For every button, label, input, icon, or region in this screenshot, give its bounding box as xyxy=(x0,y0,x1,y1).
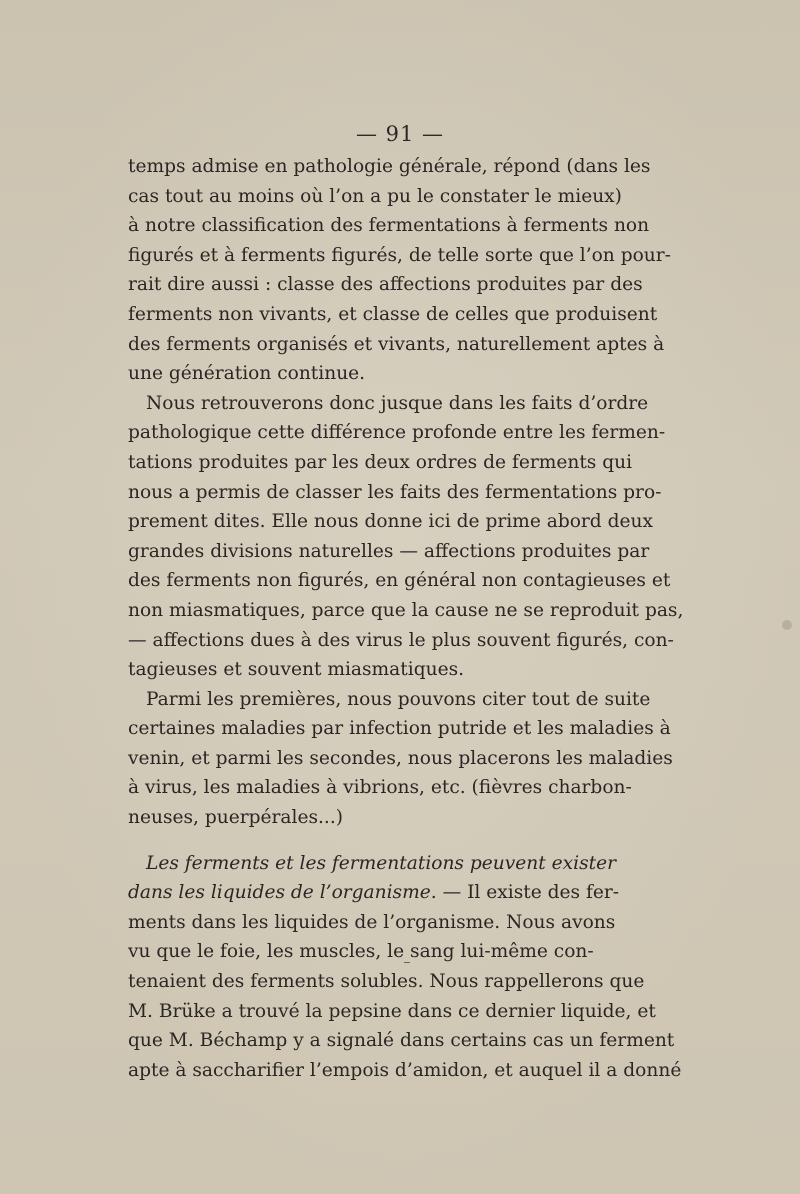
paragraph-1 xyxy=(128,152,671,389)
text-line: prement dites. Elle nous donne ici de prime abord deux xyxy=(128,511,653,533)
text-line: venin, et parmi les secondes, nous placerons les maladies xyxy=(128,747,673,769)
text-line: ments dans les liquides de l’organisme. Nous avons xyxy=(128,911,616,933)
text-line: des ferments organisés et vivants, naturellement aptes à xyxy=(128,333,665,355)
body-text xyxy=(128,152,684,1085)
page-number: — 91 — xyxy=(355,122,445,146)
paper-stain xyxy=(782,620,792,630)
text-line: ferments non vivants, et classe de celles que produisent xyxy=(128,303,658,325)
section-gap xyxy=(128,833,586,849)
text-line: figurés et à ferments figurés, de telle sorte que l’on pour- xyxy=(128,244,671,266)
text-run: — Il existe des fer- xyxy=(436,882,620,904)
text-line: nous a permis de classer les faits des fermentations pro- xyxy=(128,481,662,503)
text-line: pathologique cette différence profonde entre les fermen- xyxy=(128,422,666,444)
text-line: grandes divisions naturelles — affections produites par xyxy=(128,540,650,562)
text-line: cas tout au moins où l’on a pu le constater le mieux) xyxy=(128,185,622,207)
text-line: tagieuses et souvent miasmatiques. xyxy=(128,659,465,681)
text-line: une génération continue. xyxy=(128,363,366,385)
paragraph-2 xyxy=(128,389,684,685)
text-line: apte à saccharifier l’empois d’amidon, et auquel il a donné xyxy=(128,1059,682,1081)
text-line: Parmi les premières, nous pouvons citer tout de suite xyxy=(146,688,651,710)
paragraph-3 xyxy=(128,685,673,833)
text-line: rait dire aussi : classe des affections produites par des xyxy=(128,274,643,296)
text-line: à virus, les maladies à vibrions, etc. (fièvres charbon- xyxy=(128,777,632,799)
text-line: à notre classification des fermentations à ferments non xyxy=(128,215,650,237)
text-line: vu que le foie, les muscles, le sang lui-même con- xyxy=(128,941,594,963)
text-line xyxy=(128,878,620,908)
text-line: tations produites par les deux ordres de ferments qui xyxy=(128,451,633,473)
text-line: Nous retrouverons donc jusque dans les faits d’ordre xyxy=(146,392,649,414)
section-heading: Les ferments et les fermentations peuvent exister xyxy=(146,852,616,874)
text-line: non miasmatiques, parce que la cause ne se reproduit pas, xyxy=(128,599,684,621)
text-line: neuses, puerpérales...) xyxy=(128,807,343,829)
text-line: certaines maladies par infection putride et les maladies à xyxy=(128,718,671,740)
text-line: M. Brüke a trouvé la pepsine dans ce dernier liquide, et xyxy=(128,1000,656,1022)
print-mark xyxy=(404,962,410,963)
text-line: tenaient des ferments solubles. Nous rappellerons que xyxy=(128,971,645,993)
section-heading-continued: dans les liquides de l’organisme. xyxy=(128,882,437,904)
text-line: — affections dues à des virus le plus souvent figurés, con- xyxy=(128,629,674,651)
text-line: que M. Béchamp y a signalé dans certains cas un ferment xyxy=(128,1030,675,1052)
paragraph-4 xyxy=(128,849,682,1086)
text-line: des ferments non figurés, en général non contagieuses et xyxy=(128,570,671,592)
text-line: temps admise en pathologie générale, répond (dans les xyxy=(128,156,651,177)
